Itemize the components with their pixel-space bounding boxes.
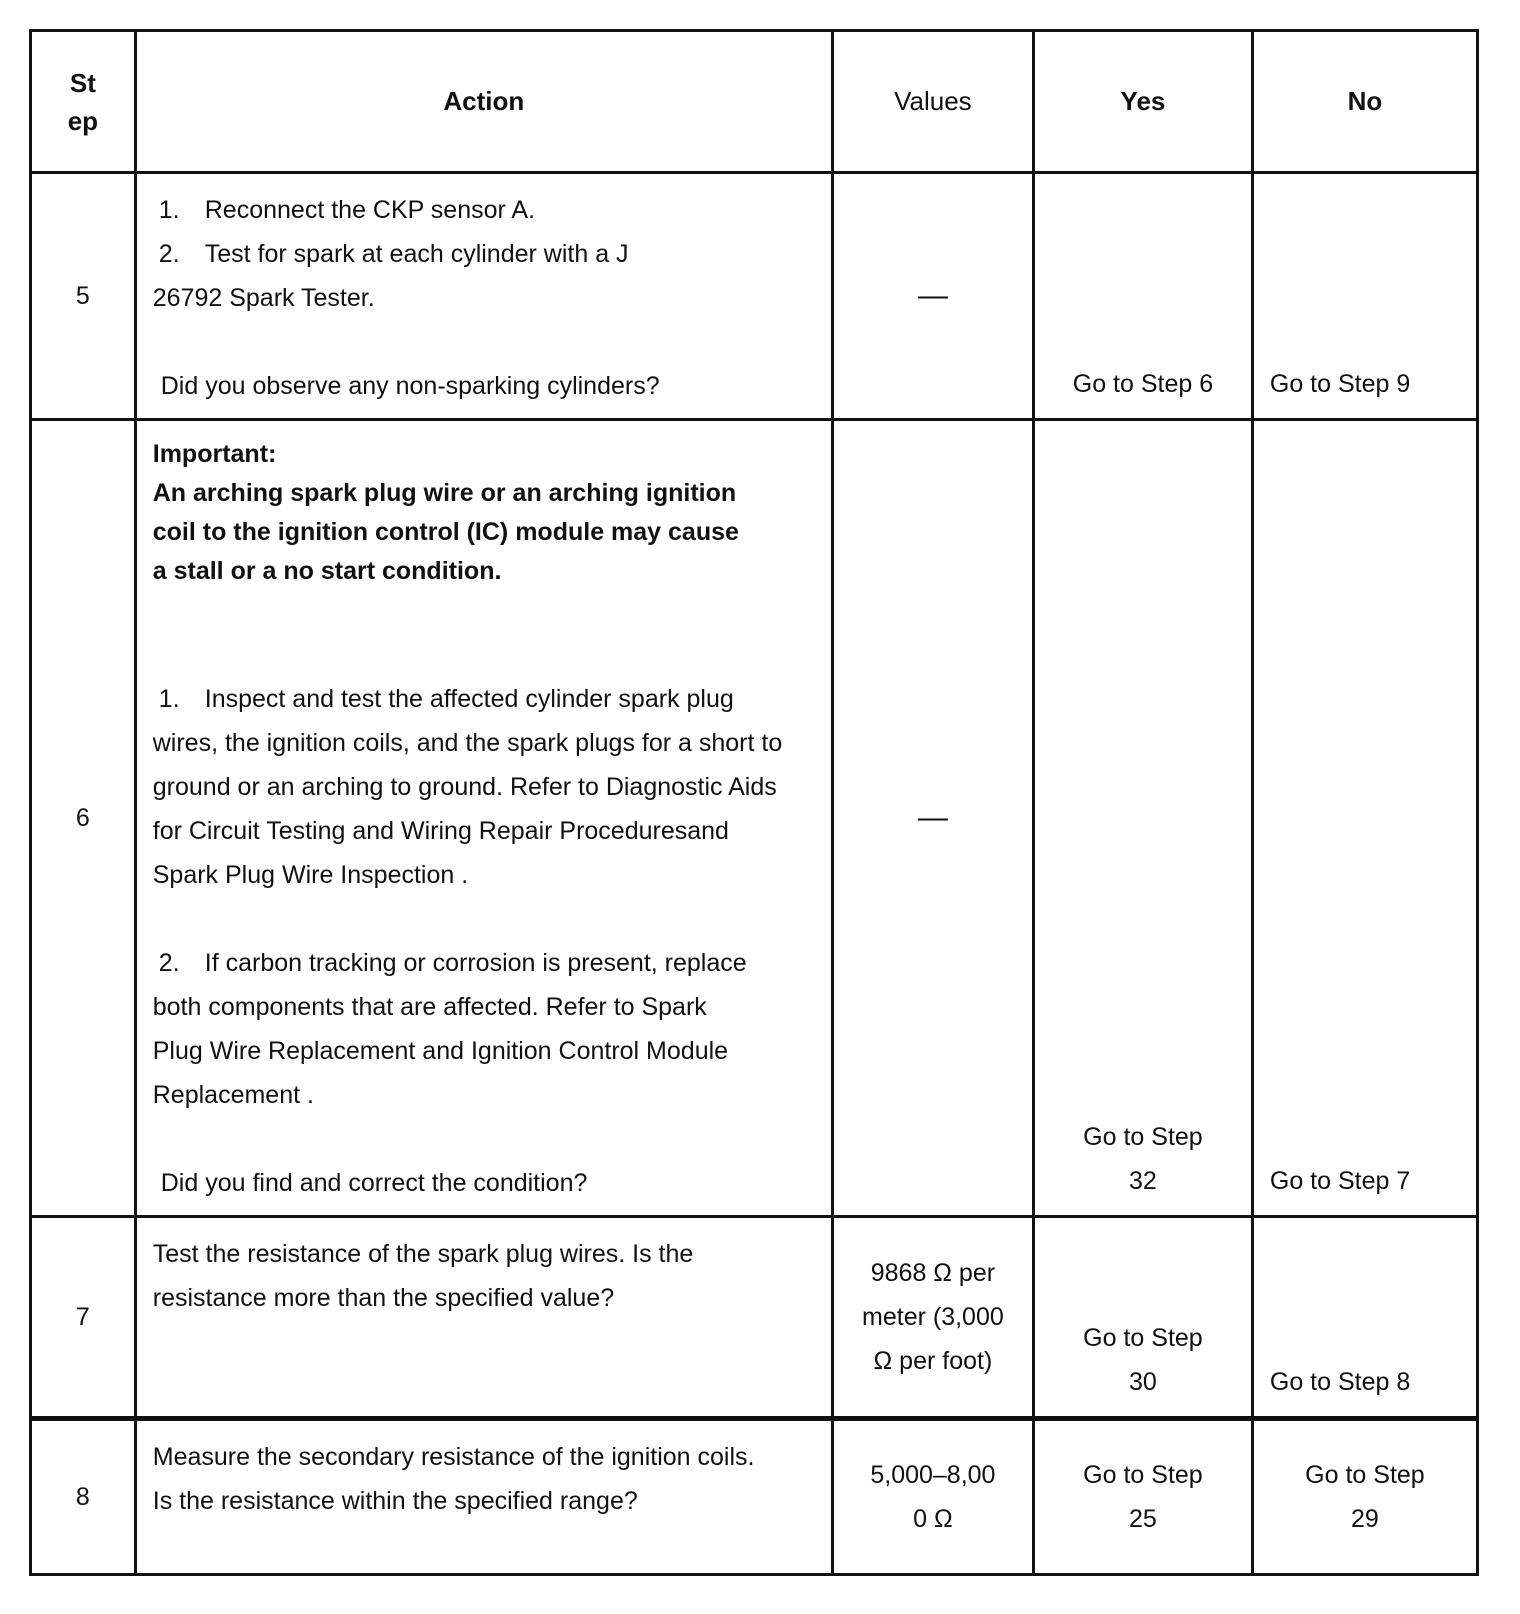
action-cell: Test the resistance of the spark plug wires. Is the resistance more than the specified value?: [135, 1217, 832, 1419]
values-cell: —: [832, 173, 1033, 420]
step-number: 6: [31, 420, 136, 1217]
important-label: Important:: [152, 440, 277, 468]
yes-cell: Go to Step 25: [1034, 1419, 1253, 1575]
header-step: St ep: [31, 31, 136, 173]
table-row: [31, 1419, 1478, 1575]
values-cell: —: [832, 420, 1033, 1217]
header-no: No: [1252, 31, 1477, 173]
important-text: An arching spark plug wire or an arching ignition coil to the ignition control (IC) module may cause a stall or a no start condition.: [152, 479, 739, 585]
diagnostic-table: [29, 29, 1479, 1576]
action-cell: Measure the secondary resistance of the ignition coils. Is the resistance within the specified range?: [135, 1419, 832, 1575]
table-row: [31, 173, 1478, 420]
question-text: Did you find and correct the condition?: [160, 1169, 588, 1197]
header-values: Values: [832, 31, 1033, 173]
list-item: 2. Test for spark at each cylinder with a J 26792 Spark Tester.: [152, 240, 629, 312]
table-row: [31, 420, 1478, 1217]
header-action: Action: [135, 31, 832, 173]
list-item: 1. Reconnect the CKP sensor A.: [158, 196, 536, 224]
table-row: [31, 1217, 1478, 1419]
step-number: 5: [31, 173, 136, 420]
list-item: 1. Inspect and test the affected cylinder spark plug wires, the ignition coils, and the spark plugs for a short to ground or an arching to ground. Refer to Diagnostic Aids for Circuit Testing and Wiring Repair Proceduresand Spark Plug Wire Inspection .: [152, 685, 783, 889]
header-yes: Yes: [1034, 31, 1253, 173]
action-cell: [135, 173, 832, 420]
values-cell: 5,000–8,000 Ω: [832, 1419, 1033, 1575]
question-text: Did you observe any non-sparking cylinders?: [160, 372, 660, 400]
no-cell: Go to Step 7: [1252, 420, 1477, 1217]
action-cell: [135, 420, 832, 1217]
no-cell: Go to Step 29: [1252, 1419, 1477, 1575]
step-number: 7: [31, 1217, 136, 1419]
header-row: [31, 31, 1478, 173]
yes-cell: Go to Step 32: [1034, 420, 1253, 1217]
list-item: 2. If carbon tracking or corrosion is present, replace both components that are affected. Refer to Spark Plug Wire Replacement and Ignition Control Module Replacement .: [152, 949, 747, 1109]
no-cell: Go to Step 9: [1252, 173, 1477, 420]
no-cell: Go to Step 8: [1252, 1217, 1477, 1419]
values-cell: 9868 Ω per meter (3,000 Ω per foot): [832, 1217, 1033, 1419]
step-number: 8: [31, 1419, 136, 1575]
yes-cell: Go to Step 6: [1034, 173, 1253, 420]
yes-cell: Go to Step 30: [1034, 1217, 1253, 1419]
